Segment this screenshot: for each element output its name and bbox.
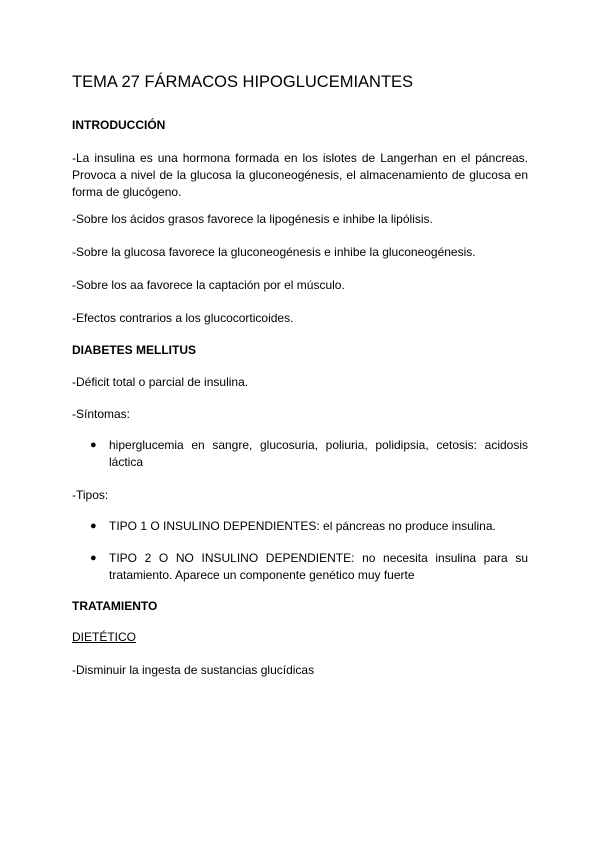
intro-paragraph-2: -Sobre los ácidos grasos favorece la lipogénesis e inhibe la lipólisis. [72,212,433,226]
tratamiento-heading: TRATAMIENTO [72,599,158,613]
diabetes-heading: DIABETES MELLITUS [72,343,197,357]
bullet-icon: ● [90,520,97,532]
intro-paragraph-3: -Sobre la glucosa favorece la gluconeogénesis e inhibe la gluconeogénesis. [72,245,476,259]
intro-paragraph-5: -Efectos contrarios a los glucocorticoides. [72,311,294,325]
intro-paragraph-4: -Sobre los aa favorece la captación por el músculo. [72,278,345,292]
diabetes-paragraph-1: -Déficit total o parcial de insulina. [72,375,249,389]
dietetico-subheading: DIETÉTICO [72,630,137,644]
tipo2-bullet-text: TIPO 2 O NO INSULINO DEPENDIENTE: no necesita insulina para su tratamiento. Aparece un componente genético muy fuerte [109,551,528,582]
bullet-icon: ● [90,552,97,564]
sintomas-bullet-text: hiperglucemia en sangre, glucosuria, poliuria, polidipsia, cetosis: acidosis láctica [109,438,528,469]
document-title: TEMA 27 FÁRMACOS HIPOGLUCEMIANTES [72,73,414,91]
intro-paragraph-1: -La insulina es una hormona formada en los islotes de Langerhan en el páncreas. Provoca a nivel de la glucosa la gluconeogénesis, el almacenamiento de glucosa en forma de glucógeno. [72,151,528,199]
intro-heading: INTRODUCCIÓN [72,118,166,132]
tipo1-bullet-text: TIPO 1 O INSULINO DEPENDIENTES: el páncreas no produce insulina. [109,519,496,533]
tipos-label: -Tipos: [72,488,109,502]
sintomas-label: -Síntomas: [72,407,131,421]
bullet-icon: ● [90,439,97,451]
tratamiento-paragraph-1: -Disminuir la ingesta de sustancias glucídicas [72,663,315,677]
